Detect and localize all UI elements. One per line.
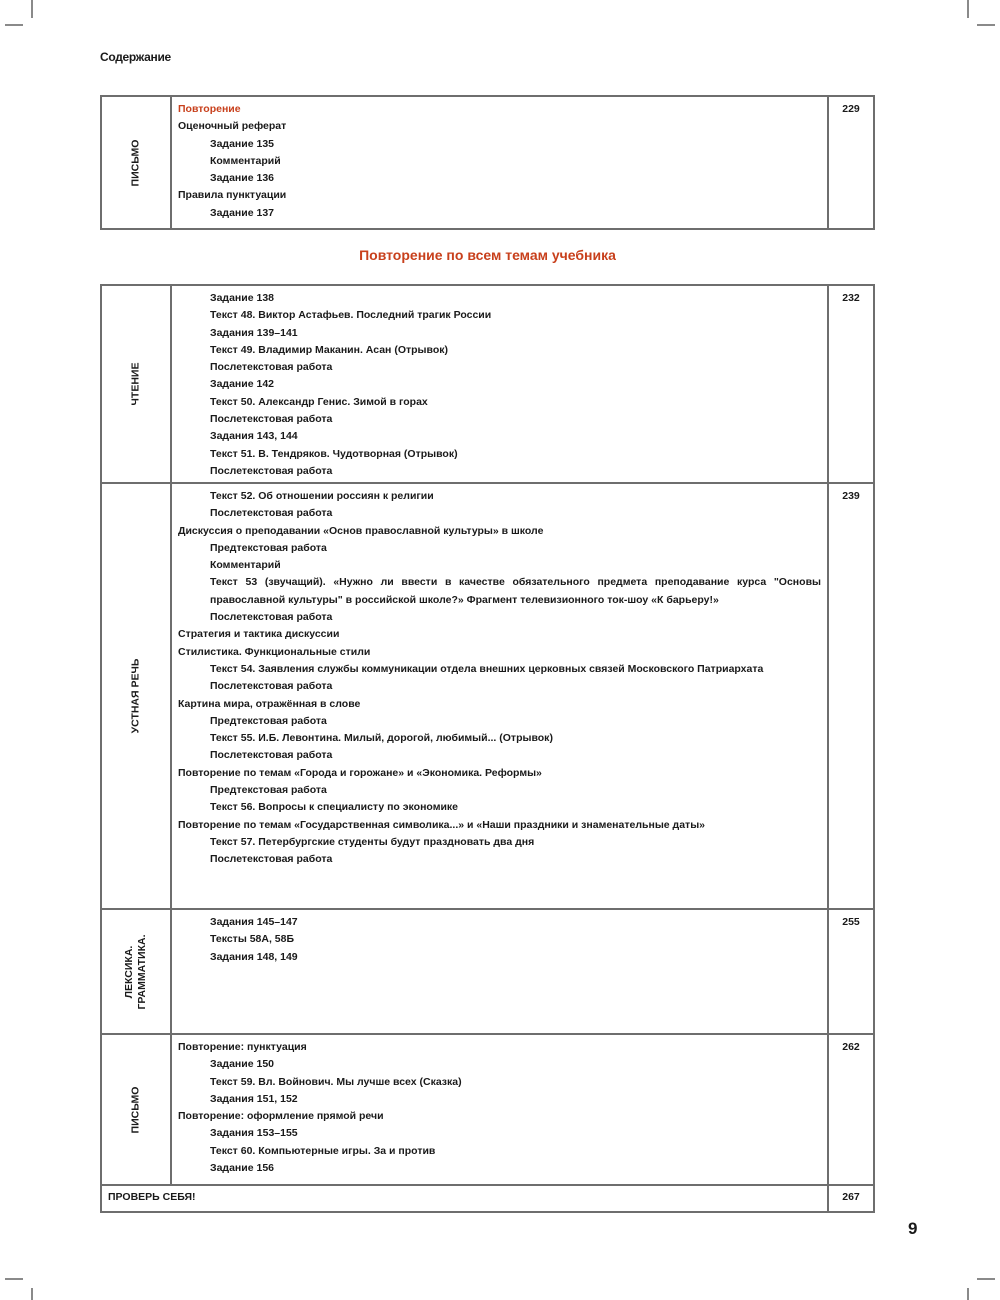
toc-entry[interactable]: Послетекстовая работа <box>210 853 333 866</box>
toc-entry[interactable]: Комментарий <box>210 154 281 167</box>
toc-entry[interactable]: Послетекстовая работа <box>210 611 333 624</box>
toc-entry[interactable]: Оценочный реферат <box>178 120 287 133</box>
toc-entry[interactable]: Правила пунктуации <box>178 189 287 202</box>
toc-entry[interactable]: Тексты 58А, 58Б <box>210 933 295 946</box>
check-yourself-row <box>102 1184 873 1211</box>
toc-entry[interactable]: Задания 153–155 <box>210 1127 298 1140</box>
crop-mark <box>977 1278 995 1280</box>
entries-cell <box>172 910 829 1033</box>
entries-cell <box>172 484 829 908</box>
toc-entry[interactable]: Текст 48. Виктор Астафьев. Последний трагик России <box>210 309 492 322</box>
page-ref[interactable]: 232 <box>842 292 860 304</box>
toc-entry[interactable]: Текст 51. В. Тендряков. Чудотворная (Отрывок) <box>210 447 458 460</box>
crop-mark <box>967 1288 969 1300</box>
toc-entry[interactable]: Текст 54. Заявления службы коммуникации отдела внешних церковных связей Московского Патриархата <box>210 662 764 675</box>
toc-entry[interactable]: Повторение <box>178 103 241 115</box>
toc-entry[interactable]: Послетекстовая работа <box>210 464 333 477</box>
contents-table-top <box>100 95 875 230</box>
toc-entry[interactable]: Повторение: пунктуация <box>178 1041 307 1053</box>
toc-entry[interactable]: Задания 151, 152 <box>210 1092 298 1105</box>
section-label-cell <box>102 286 172 482</box>
toc-entry[interactable]: Послетекстовая работа <box>210 680 333 693</box>
crop-mark <box>31 1288 33 1300</box>
toc-entry[interactable]: Послетекстовая работа <box>210 413 333 426</box>
crop-mark <box>5 24 23 26</box>
crop-mark <box>5 1278 23 1280</box>
crop-mark <box>31 0 33 18</box>
section-title: Повторение по всем темам учебника <box>359 247 616 263</box>
toc-entry[interactable]: Стилистика. Функциональные стили <box>178 645 371 658</box>
toc-entry[interactable]: Задание 150 <box>210 1058 274 1071</box>
section-label-cell <box>102 97 172 228</box>
toc-entry[interactable]: Задание 142 <box>210 378 274 391</box>
section-row <box>102 1033 873 1184</box>
page-ref[interactable]: 262 <box>842 1041 860 1053</box>
toc-entry[interactable]: Предтекстовая работа <box>210 541 327 554</box>
check-yourself-label[interactable]: ПРОВЕРЬ СЕБЯ! <box>102 1186 829 1211</box>
entries-cell <box>172 97 829 228</box>
toc-entry[interactable]: Картина мира, отражённая в слове <box>178 697 361 710</box>
toc-entry[interactable]: Задание 135 <box>210 137 274 150</box>
section-row <box>102 908 873 1033</box>
entries-cell <box>172 286 829 482</box>
crop-mark <box>967 0 969 18</box>
running-header: Содержание <box>100 50 171 64</box>
section-label-cell <box>102 1035 172 1184</box>
section-row <box>102 286 873 482</box>
section-label: ПИСЬМО <box>129 139 142 186</box>
contents-table-review <box>100 284 875 1213</box>
toc-entry[interactable]: Задания 145–147 <box>210 916 298 928</box>
toc-entry[interactable]: Задание 156 <box>210 1162 274 1175</box>
toc-entry[interactable]: Повторение по темам «Государственная символика...» и «Наши праздники и знаменательные даты» <box>178 818 705 831</box>
toc-entry[interactable]: Задание 136 <box>210 172 274 185</box>
toc-entry[interactable]: Предтекстовая работа <box>210 714 327 727</box>
toc-entry[interactable]: Послетекстовая работа <box>210 749 333 762</box>
toc-entry[interactable]: Задание 138 <box>210 292 274 304</box>
page-ref[interactable]: 239 <box>842 490 860 502</box>
toc-entry[interactable]: Повторение: оформление прямой речи <box>178 1110 384 1123</box>
toc-entry[interactable]: Дискуссия о преподавании «Основ православной культуры» в школе <box>178 524 544 537</box>
toc-entry[interactable]: Текст 55. И.Б. Левонтина. Милый, дорогой, любимый... (Отрывок) <box>210 732 553 745</box>
page-ref[interactable]: 255 <box>842 916 860 928</box>
toc-entry[interactable]: Задания 148, 149 <box>210 950 298 963</box>
section-label: ПИСЬМО <box>129 1086 142 1133</box>
toc-entry[interactable]: Предтекстовая работа <box>210 784 327 797</box>
toc-entry[interactable]: Повторение по темам «Города и горожане» и «Экономика. Реформы» <box>178 766 542 779</box>
toc-entry[interactable]: Текст 59. Вл. Войнович. Мы лучше всех (Сказка) <box>210 1075 462 1088</box>
toc-entry[interactable]: Текст 50. Александр Генис. Зимой в горах <box>210 395 428 408</box>
toc-entry[interactable]: Задания 143, 144 <box>210 430 298 443</box>
toc-entry[interactable]: Текст 60. Компьютерные игры. За и против <box>210 1144 436 1157</box>
toc-entry[interactable]: Текст 53 (звучащий). «Нужно ли ввести в качестве обязательного предмета преподавание курса "Основы православной культуры" в российской школе?» Фрагмент телевизионного ток-шоу «К барьеру!» <box>210 576 821 606</box>
toc-entry[interactable]: Стратегия и тактика дискуссии <box>178 628 340 641</box>
section-label: ЧТЕНИЕ <box>129 362 142 406</box>
section-row <box>102 97 873 228</box>
section-label-cell <box>102 484 172 908</box>
page-ref[interactable]: 229 <box>842 103 860 115</box>
page-ref[interactable]: 267 <box>842 1191 860 1203</box>
toc-entry[interactable]: Комментарий <box>210 559 281 572</box>
section-row <box>102 482 873 908</box>
page-number: 9 <box>908 1219 918 1238</box>
toc-entry[interactable]: Задания 139–141 <box>210 326 298 339</box>
toc-entry[interactable]: Послетекстовая работа <box>210 361 333 374</box>
toc-entry[interactable]: Текст 56. Вопросы к специалисту по экономике <box>210 801 459 814</box>
section-label: УСТНАЯ РЕЧЬ <box>129 658 142 734</box>
toc-entry[interactable]: Текст 57. Петербургские студенты будут праздновать два дня <box>210 835 535 848</box>
toc-entry[interactable]: Текст 52. Об отношении россиян к религии <box>210 490 434 502</box>
toc-entry[interactable]: Текст 49. Владимир Маканин. Асан (Отрывок) <box>210 343 448 356</box>
section-label: ЛЕКСИКА. ГРАММАТИКА. <box>123 933 148 1010</box>
toc-entry[interactable]: Задание 137 <box>210 206 274 219</box>
section-label-cell <box>102 910 172 1033</box>
crop-mark <box>977 24 995 26</box>
entries-cell <box>172 1035 829 1184</box>
toc-entry[interactable]: Послетекстовая работа <box>210 507 333 520</box>
